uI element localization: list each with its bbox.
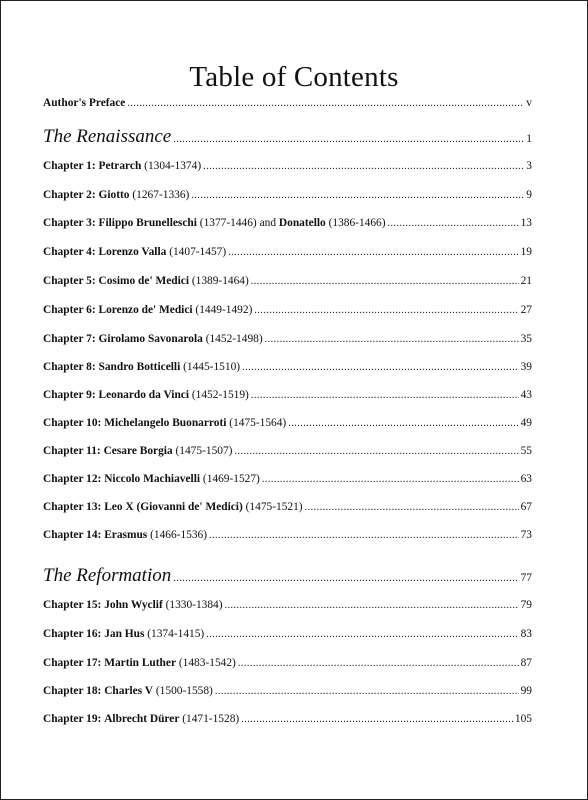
leader-dots bbox=[173, 129, 524, 151]
chapter-number: Chapter 4: bbox=[43, 246, 96, 258]
chapter-number: Chapter 9: bbox=[43, 389, 96, 401]
chapter-number: Chapter 16: bbox=[43, 628, 102, 640]
toc-entry-chapter-3[interactable] bbox=[43, 216, 532, 231]
toc-entry-preface[interactable] bbox=[43, 96, 532, 111]
chapter-number: Chapter 13: bbox=[43, 501, 102, 513]
chapter-dates: (1469-1527) bbox=[202, 473, 260, 485]
chapter-dates: (1374-1415) bbox=[147, 628, 205, 640]
chapter-name: Jan Hus bbox=[104, 628, 145, 640]
chapter-number: Chapter 8: bbox=[43, 361, 96, 373]
chapter-dates: (1389-1464) bbox=[191, 275, 249, 287]
toc-entry-chapter-7[interactable] bbox=[43, 332, 532, 347]
page-number: 67 bbox=[520, 501, 532, 513]
page-number: 55 bbox=[520, 445, 532, 457]
chapter-name: John Wyclif bbox=[104, 599, 163, 611]
chapter-dates: (1475-1521) bbox=[245, 501, 303, 513]
page-number: 63 bbox=[520, 473, 532, 485]
page-number: 83 bbox=[520, 628, 532, 640]
leader-dots bbox=[191, 189, 524, 203]
toc-entry-chapter-10[interactable] bbox=[43, 416, 532, 431]
chapter-dates: (1377-1446) bbox=[199, 217, 257, 229]
chapter-name: Erasmus bbox=[104, 529, 148, 541]
chapter-dates: (1475-1564) bbox=[229, 417, 287, 429]
leader-dots bbox=[203, 160, 524, 174]
toc-entry-chapter-12[interactable] bbox=[43, 472, 532, 487]
page-number: 39 bbox=[520, 361, 532, 373]
chapter-name: Lorenzo Valla bbox=[98, 246, 167, 258]
page-number: 99 bbox=[520, 685, 532, 697]
preface-label: Author's Preface bbox=[43, 97, 126, 109]
chapter-number: Chapter 15: bbox=[43, 599, 102, 611]
toc-entry-chapter-11[interactable] bbox=[43, 444, 532, 459]
chapter-name: Leo X (Giovanni de' Medici) bbox=[104, 501, 243, 513]
chapter-dates: (1449-1492) bbox=[195, 304, 253, 316]
chapter-name: Charles V bbox=[104, 685, 154, 697]
section-title: The Reformation bbox=[43, 565, 172, 586]
chapter-number: Chapter 12: bbox=[43, 473, 102, 485]
chapter-name-second: Donatello bbox=[278, 217, 326, 229]
leader-dots bbox=[228, 246, 518, 260]
leader-dots bbox=[215, 685, 519, 699]
chapter-dates: (1267-1336) bbox=[132, 189, 190, 201]
chapter-dates: (1445-1510) bbox=[183, 361, 241, 373]
toc-entry-chapter-19[interactable] bbox=[43, 712, 532, 727]
chapter-dates: (1471-1528) bbox=[182, 713, 240, 725]
page-title: Table of Contents bbox=[189, 61, 399, 93]
page-number: 27 bbox=[520, 304, 532, 316]
chapter-dates: (1466-1536) bbox=[150, 529, 208, 541]
leader-dots bbox=[225, 599, 519, 613]
toc-entry-chapter-13[interactable] bbox=[43, 500, 532, 515]
page-number: 87 bbox=[520, 657, 532, 669]
toc-entry-chapter-14[interactable] bbox=[43, 528, 532, 543]
section-heading-reformation[interactable] bbox=[43, 565, 532, 590]
chapter-name: Cosimo de' Medici bbox=[98, 275, 189, 287]
chapter-name: Filippo Brunelleschi bbox=[98, 217, 197, 229]
chapter-dates: (1452-1498) bbox=[205, 333, 263, 345]
leader-dots bbox=[265, 333, 519, 347]
chapter-number: Chapter 5: bbox=[43, 275, 96, 287]
leader-dots bbox=[234, 445, 518, 459]
leader-dots bbox=[238, 657, 519, 671]
leader-dots bbox=[262, 473, 519, 487]
section-title: The Renaissance bbox=[43, 126, 172, 147]
chapter-number: Chapter 19: bbox=[43, 713, 102, 725]
chapter-number: Chapter 6: bbox=[43, 304, 96, 316]
chapter-dates: (1407-1457) bbox=[169, 246, 227, 258]
page-number: 9 bbox=[526, 189, 532, 201]
chapter-dates: (1475-1507) bbox=[175, 445, 233, 457]
chapter-name: Niccolo Machiavelli bbox=[104, 473, 201, 485]
chapter-number: Chapter 3: bbox=[43, 217, 96, 229]
page-number: 35 bbox=[520, 333, 532, 345]
leader-dots bbox=[206, 628, 518, 642]
page-number: 73 bbox=[520, 529, 532, 541]
chapter-name: Albrecht Dürer bbox=[104, 713, 180, 725]
toc-entry-chapter-1[interactable] bbox=[43, 159, 532, 174]
leader-dots bbox=[251, 389, 519, 403]
chapter-number: Chapter 1: bbox=[43, 160, 96, 172]
leader-dots bbox=[254, 304, 518, 318]
toc-entry-chapter-16[interactable] bbox=[43, 627, 532, 642]
chapter-number: Chapter 18: bbox=[43, 685, 102, 697]
section-heading-renaissance[interactable] bbox=[43, 126, 532, 151]
chapter-number: Chapter 7: bbox=[43, 333, 96, 345]
toc-entry-chapter-17[interactable] bbox=[43, 656, 532, 671]
leader-dots bbox=[241, 713, 513, 727]
chapter-conjunction: and bbox=[259, 217, 277, 229]
page-number: 3 bbox=[526, 160, 532, 172]
leader-dots bbox=[173, 568, 518, 590]
chapter-number: Chapter 14: bbox=[43, 529, 102, 541]
leader-dots bbox=[127, 97, 524, 111]
page-number: v bbox=[526, 97, 532, 109]
leader-dots bbox=[242, 361, 519, 375]
chapter-name: Martin Luther bbox=[104, 657, 177, 669]
chapter-name: Leonardo da Vinci bbox=[98, 389, 190, 401]
chapter-number: Chapter 11: bbox=[43, 445, 101, 457]
chapter-dates: (1330-1384) bbox=[165, 599, 223, 611]
toc-entry-chapter-15[interactable] bbox=[43, 598, 532, 613]
chapter-name: Giotto bbox=[98, 189, 130, 201]
chapter-name: Girolamo Savonarola bbox=[98, 333, 203, 345]
page-number: 21 bbox=[520, 275, 532, 287]
page-number: 79 bbox=[520, 599, 532, 611]
toc-entry-chapter-6[interactable] bbox=[43, 303, 532, 318]
page-number: 105 bbox=[514, 713, 532, 725]
page-number: 1 bbox=[526, 133, 532, 145]
page-number: 43 bbox=[520, 389, 532, 401]
chapter-name: Lorenzo de' Medici bbox=[98, 304, 193, 316]
chapter-name: Michelangelo Buonarroti bbox=[104, 417, 227, 429]
chapter-dates: (1483-1542) bbox=[178, 657, 236, 669]
leader-dots bbox=[251, 275, 519, 289]
chapter-name: Cesare Borgia bbox=[103, 445, 173, 457]
leader-dots bbox=[209, 529, 519, 543]
page-number: 77 bbox=[520, 572, 532, 584]
chapter-dates: (1304-1374) bbox=[144, 160, 202, 172]
page-number: 49 bbox=[520, 417, 532, 429]
chapter-number: Chapter 2: bbox=[43, 189, 96, 201]
page-number: 13 bbox=[520, 217, 532, 229]
toc-entry-chapter-2[interactable] bbox=[43, 188, 532, 203]
leader-dots bbox=[388, 217, 519, 231]
toc-entry-chapter-4[interactable] bbox=[43, 245, 532, 260]
chapter-number: Chapter 17: bbox=[43, 657, 102, 669]
toc-entry-chapter-18[interactable] bbox=[43, 684, 532, 699]
chapter-dates-second: (1386-1466) bbox=[328, 217, 386, 229]
chapter-number: Chapter 10: bbox=[43, 417, 102, 429]
leader-dots bbox=[305, 501, 519, 515]
toc-entry-chapter-5[interactable] bbox=[43, 274, 532, 289]
chapter-name: Petrarch bbox=[98, 160, 142, 172]
chapter-dates: (1452-1519) bbox=[191, 389, 249, 401]
chapter-dates: (1500-1558) bbox=[155, 685, 213, 697]
leader-dots bbox=[288, 417, 518, 431]
toc-entry-chapter-8[interactable] bbox=[43, 360, 532, 375]
chapter-name: Sandro Botticelli bbox=[98, 361, 181, 373]
page-number: 19 bbox=[520, 246, 532, 258]
toc-entry-chapter-9[interactable] bbox=[43, 388, 532, 403]
